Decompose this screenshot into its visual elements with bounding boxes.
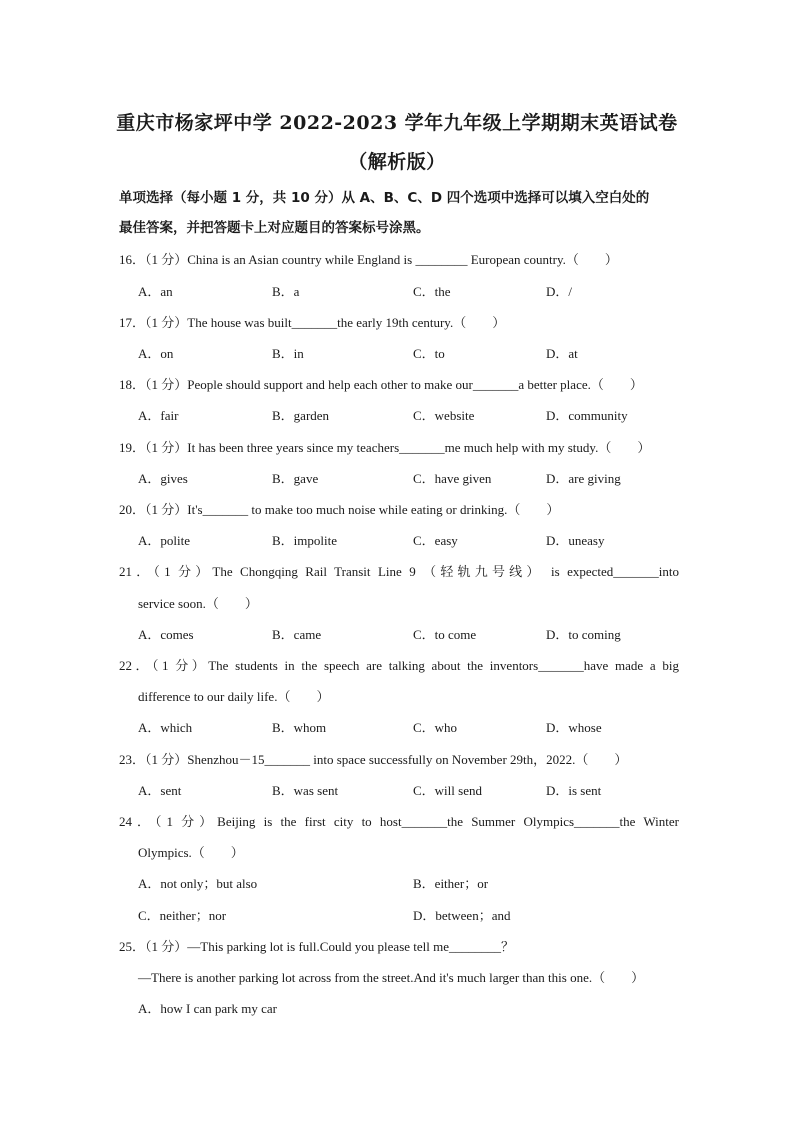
question-16-stem: 16．（1 分）China is an Asian country while England is ________ European country.（ ） [119, 252, 618, 267]
question-20-option-a: A．polite [138, 533, 190, 548]
question-25-option-a: A．how I can park my car [138, 1001, 277, 1016]
question-16-option-b: B．a [272, 284, 300, 299]
question-22-option-a: A．which [138, 720, 193, 735]
question-19-stem: 19．（1 分）It has been three years since my teachers_______me much help with my study.（ ） [119, 440, 651, 455]
question-22-option-c: C．who [413, 720, 458, 735]
page-title: 重庆市杨家坪中学 2022-2023 学年九年级上学期期末英语试卷 [116, 112, 678, 134]
question-24-option-c: C．neither；nor [138, 908, 227, 923]
question-21-stem: 21．（1 分）The Chongqing Rail Transit Line 9 （轻轨九号线） is expected_______into [119, 564, 679, 579]
question-22-option-b: B．whom [272, 720, 327, 735]
question-24-option-b: B．either；or [413, 876, 489, 891]
question-19-option-d: D．are giving [546, 471, 621, 486]
question-24-option-a: A．not only；but also [138, 876, 258, 891]
question-17-option-c: C．to [413, 346, 445, 361]
question-18-option-d: D．community [546, 408, 628, 423]
question-21-option-d: D．to coming [546, 627, 621, 642]
question-22-option-d: D．whose [546, 720, 602, 735]
question-17-option-a: A．on [138, 346, 174, 361]
question-21-option-b: B．came [272, 627, 322, 642]
question-24-stem-continued: Olympics.（ ） [138, 845, 244, 860]
question-24-option-d: D．between；and [413, 908, 511, 923]
question-16-option-d: D．/ [546, 284, 573, 299]
question-18-option-a: A．fair [138, 408, 179, 423]
question-22-stem: 22．（1 分）The students in the speech are talking about the inventors_______have made a big [119, 658, 679, 673]
section-instruction-line2: 最佳答案，并把答题卡上对应题目的答案标号涂黑。 [119, 220, 430, 236]
question-17-option-d: D．at [546, 346, 578, 361]
question-18-option-c: C．website [413, 408, 475, 423]
question-20-stem: 20．（1 分）It's_______ to make too much noise while eating or drinking.（ ） [119, 502, 560, 517]
question-17-stem: 17．（1 分）The house was built_______the early 19th century.（ ） [119, 315, 506, 330]
question-20-option-d: D．uneasy [546, 533, 605, 548]
question-21-option-c: C．to come [413, 627, 477, 642]
question-25-dialogue-response: —There is another parking lot across from the street.And it's much larger than this one.（ ） [138, 970, 645, 985]
question-20-option-c: C．easy [413, 533, 458, 548]
question-23-option-d: D．is sent [546, 783, 602, 798]
question-16-option-a: A．an [138, 284, 173, 299]
question-19-option-b: B．gave [272, 471, 319, 486]
question-18-stem: 18．（1 分）People should support and help each other to make our_______a better place.（ ） [119, 377, 643, 392]
question-16-option-c: C．the [413, 284, 451, 299]
question-23-option-c: C．will send [413, 783, 482, 798]
question-25-stem: 25．（1 分）—This parking lot is full.Could you please tell me________？ [119, 939, 515, 954]
question-20-option-b: B．impolite [272, 533, 338, 548]
question-23-stem: 23．（1 分）Shenzhou－15_______ into space successfully on November 29th，2022.（ ） [119, 752, 628, 767]
question-17-option-b: B．in [272, 346, 304, 361]
page-subtitle: （解析版） [348, 151, 446, 173]
question-21-stem-continued: service soon.（ ） [138, 596, 258, 611]
question-23-option-b: B．was sent [272, 783, 339, 798]
question-19-option-c: C．have given [413, 471, 492, 486]
question-24-stem: 24．（1 分）Beijing is the first city to host_______the Summer Olympics_______the Winter [119, 814, 679, 829]
question-21-option-a: A．comes [138, 627, 194, 642]
question-22-stem-continued: difference to our daily life.（ ） [138, 689, 330, 704]
section-instruction-line1: 单项选择（每小题 1 分，共 10 分）从 A、B、C、D 四个选项中选择可以填入空白处的 [119, 190, 650, 206]
question-18-option-b: B．garden [272, 408, 330, 423]
question-23-option-a: A．sent [138, 783, 182, 798]
question-19-option-a: A．gives [138, 471, 188, 486]
